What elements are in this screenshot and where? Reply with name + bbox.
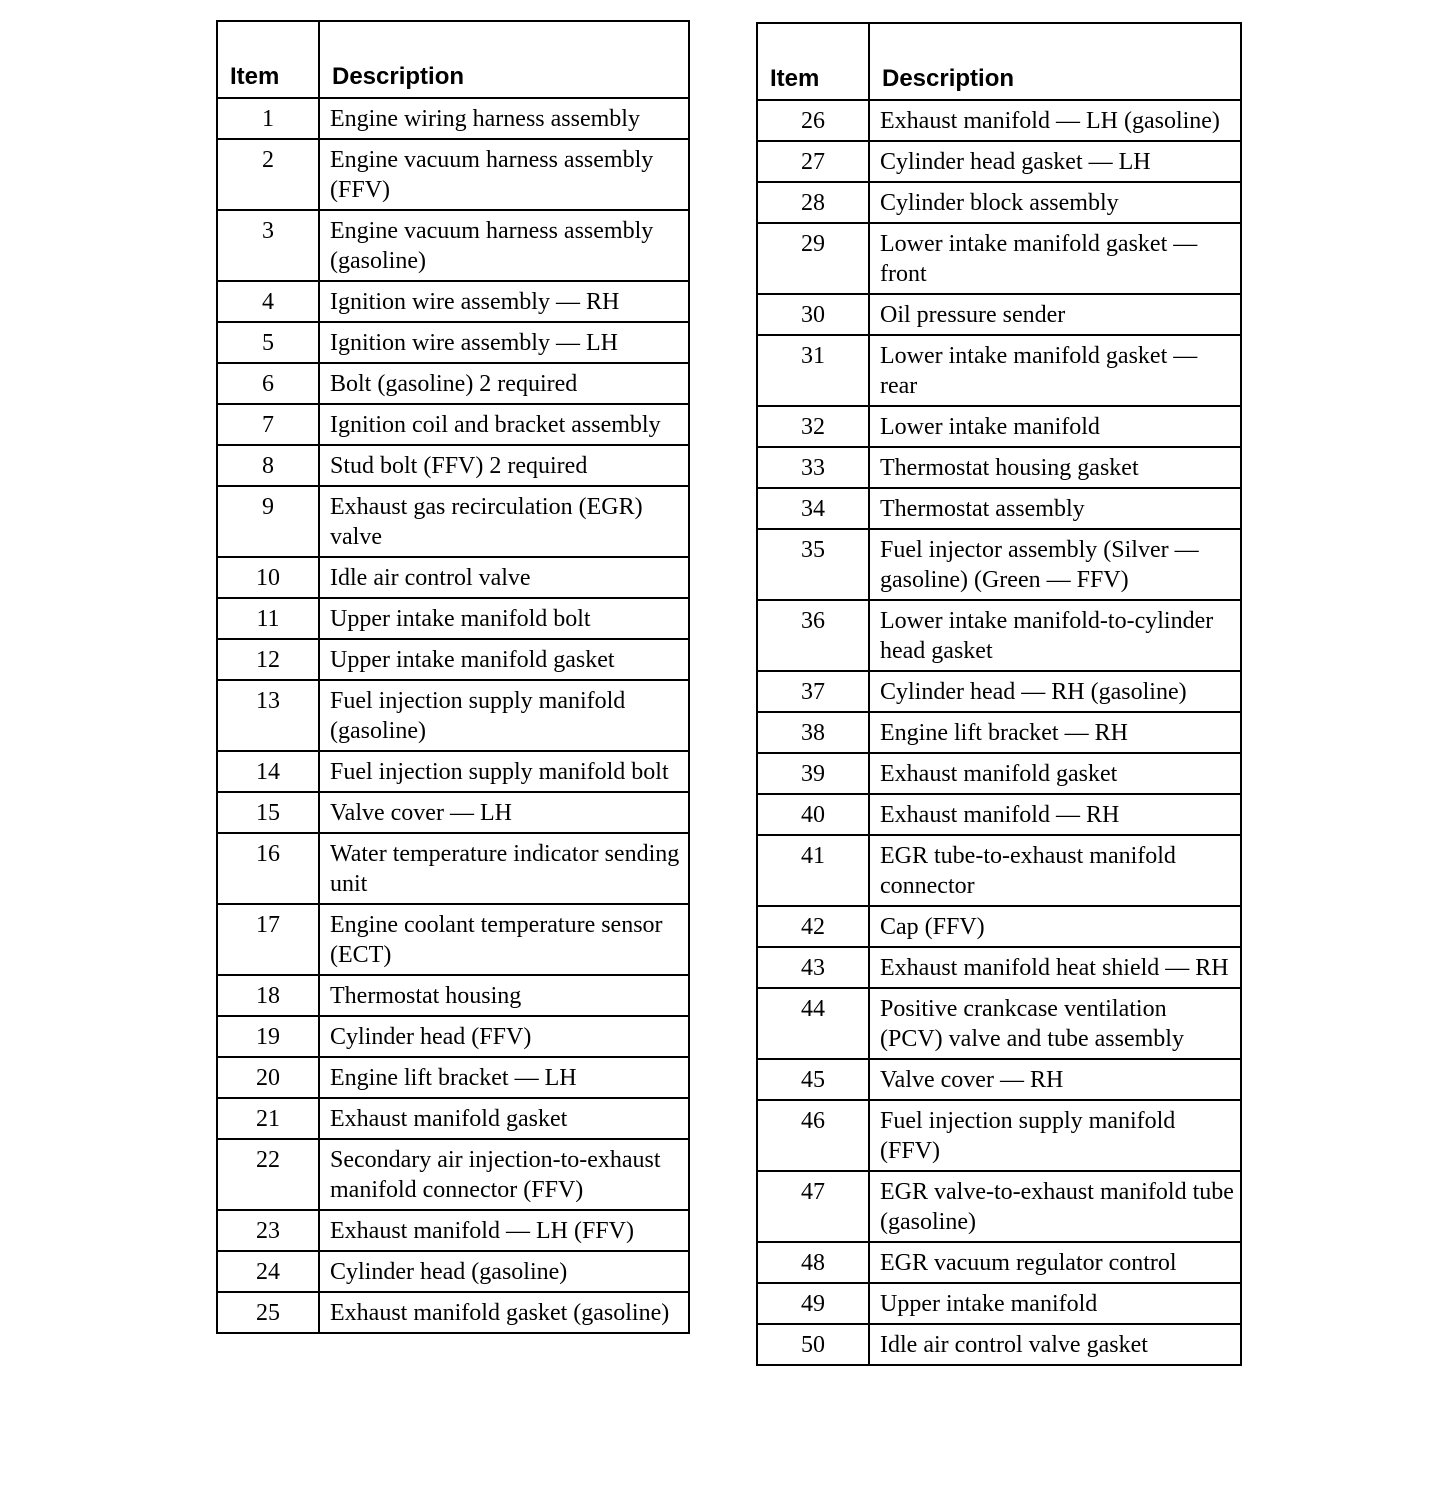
item-number: 30: [757, 294, 869, 335]
table-row: [217, 792, 689, 833]
item-number: 39: [757, 753, 869, 794]
item-description: Lower intake manifold-to-cylinder head gasket: [869, 600, 1241, 671]
item-number: 34: [757, 488, 869, 529]
table-row: [757, 1059, 1241, 1100]
table-row: [757, 488, 1241, 529]
table-row: [757, 1100, 1241, 1171]
table-row: [217, 98, 689, 139]
item-column-header: Item: [757, 23, 869, 100]
item-description: Lower intake manifold: [869, 406, 1241, 447]
item-number: 43: [757, 947, 869, 988]
table-row: [757, 1283, 1241, 1324]
item-number: 21: [217, 1098, 319, 1139]
item-number: 25: [217, 1292, 319, 1333]
item-description: Positive crankcase ventilation (PCV) valve and tube assembly: [869, 988, 1241, 1059]
item-description: Cylinder head — RH (gasoline): [869, 671, 1241, 712]
item-number: 28: [757, 182, 869, 223]
table-row: [217, 322, 689, 363]
item-number: 48: [757, 1242, 869, 1283]
item-number: 9: [217, 486, 319, 557]
item-number: 29: [757, 223, 869, 294]
item-number: 18: [217, 975, 319, 1016]
table-row: [217, 1210, 689, 1251]
item-description: Lower intake manifold gasket — rear: [869, 335, 1241, 406]
table-row: [217, 1251, 689, 1292]
table-row: [757, 447, 1241, 488]
item-number: 15: [217, 792, 319, 833]
item-number: 7: [217, 404, 319, 445]
item-description: Engine lift bracket — LH: [319, 1057, 689, 1098]
table-row: [757, 600, 1241, 671]
item-description: Upper intake manifold: [869, 1283, 1241, 1324]
item-number: 6: [217, 363, 319, 404]
item-description: Bolt (gasoline) 2 required: [319, 363, 689, 404]
item-description: Fuel injection supply manifold bolt: [319, 751, 689, 792]
table-row: [757, 141, 1241, 182]
item-number: 49: [757, 1283, 869, 1324]
parts-table-right: [756, 22, 1242, 1366]
item-description: Thermostat housing: [319, 975, 689, 1016]
table-row: [757, 223, 1241, 294]
item-description: Fuel injection supply manifold (gasoline): [319, 680, 689, 751]
item-description: Upper intake manifold gasket: [319, 639, 689, 680]
table-row: [757, 100, 1241, 141]
item-number: 46: [757, 1100, 869, 1171]
item-description: Oil pressure sender: [869, 294, 1241, 335]
item-number: 32: [757, 406, 869, 447]
description-column-header: Description: [319, 21, 689, 98]
table-row: [217, 1098, 689, 1139]
item-number: 2: [217, 139, 319, 210]
item-description: EGR tube-to-exhaust manifold connector: [869, 835, 1241, 906]
table-row: [757, 406, 1241, 447]
table-row: [757, 529, 1241, 600]
item-number: 24: [217, 1251, 319, 1292]
item-description: EGR valve-to-exhaust manifold tube (gasoline): [869, 1171, 1241, 1242]
item-description: Exhaust manifold — LH (gasoline): [869, 100, 1241, 141]
table-row: [757, 1242, 1241, 1283]
table-row: [217, 557, 689, 598]
item-number: 38: [757, 712, 869, 753]
item-description: Cylinder head (FFV): [319, 1016, 689, 1057]
table-row: [757, 753, 1241, 794]
item-description: Ignition wire assembly — RH: [319, 281, 689, 322]
item-number: 8: [217, 445, 319, 486]
item-description: Cylinder head gasket — LH: [869, 141, 1241, 182]
header-row: [217, 21, 689, 98]
table-row: [217, 904, 689, 975]
item-number: 27: [757, 141, 869, 182]
table-row: [217, 680, 689, 751]
item-description: Cap (FFV): [869, 906, 1241, 947]
item-number: 40: [757, 794, 869, 835]
item-number: 47: [757, 1171, 869, 1242]
item-number: 37: [757, 671, 869, 712]
table-row: [757, 712, 1241, 753]
item-number: 10: [217, 557, 319, 598]
item-description: Lower intake manifold gasket — front: [869, 223, 1241, 294]
table-row: [757, 335, 1241, 406]
table-row: [757, 1324, 1241, 1365]
item-description: Thermostat housing gasket: [869, 447, 1241, 488]
item-number: 23: [217, 1210, 319, 1251]
item-description: Fuel injector assembly (Silver — gasoline) (Green — FFV): [869, 529, 1241, 600]
item-number: 26: [757, 100, 869, 141]
item-description: Engine lift bracket — RH: [869, 712, 1241, 753]
item-number: 45: [757, 1059, 869, 1100]
table-row: [217, 486, 689, 557]
item-number: 35: [757, 529, 869, 600]
table-row: [217, 1292, 689, 1333]
table-row: [757, 906, 1241, 947]
table-row: [217, 639, 689, 680]
item-number: 14: [217, 751, 319, 792]
item-number: 5: [217, 322, 319, 363]
item-description: Exhaust manifold heat shield — RH: [869, 947, 1241, 988]
item-description: Thermostat assembly: [869, 488, 1241, 529]
item-column-header: Item: [217, 21, 319, 98]
item-description: Exhaust manifold — LH (FFV): [319, 1210, 689, 1251]
item-description: Secondary air injection-to-exhaust manifold connector (FFV): [319, 1139, 689, 1210]
description-column-header: Description: [869, 23, 1241, 100]
table-row: [217, 975, 689, 1016]
table-row: [217, 1057, 689, 1098]
item-description: Upper intake manifold bolt: [319, 598, 689, 639]
table-row: [217, 751, 689, 792]
item-number: 12: [217, 639, 319, 680]
item-description: Fuel injection supply manifold (FFV): [869, 1100, 1241, 1171]
item-description: Cylinder head (gasoline): [319, 1251, 689, 1292]
item-description: Idle air control valve gasket: [869, 1324, 1241, 1365]
item-description: Exhaust gas recirculation (EGR) valve: [319, 486, 689, 557]
item-description: Engine vacuum harness assembly (gasoline): [319, 210, 689, 281]
item-number: 19: [217, 1016, 319, 1057]
item-number: 31: [757, 335, 869, 406]
table-row: [757, 835, 1241, 906]
table-row: [217, 833, 689, 904]
item-number: 3: [217, 210, 319, 281]
table-row: [757, 294, 1241, 335]
item-number: 50: [757, 1324, 869, 1365]
table-row: [217, 1016, 689, 1057]
item-description: Ignition coil and bracket assembly: [319, 404, 689, 445]
item-description: Valve cover — LH: [319, 792, 689, 833]
item-number: 4: [217, 281, 319, 322]
item-description: Ignition wire assembly — LH: [319, 322, 689, 363]
item-number: 42: [757, 906, 869, 947]
table-row: [217, 281, 689, 322]
parts-table-left: [216, 20, 690, 1334]
item-description: Stud bolt (FFV) 2 required: [319, 445, 689, 486]
table-row: [217, 1139, 689, 1210]
item-number: 17: [217, 904, 319, 975]
table-row: [757, 947, 1241, 988]
item-description: Exhaust manifold — RH: [869, 794, 1241, 835]
table-row: [217, 404, 689, 445]
item-description: Valve cover — RH: [869, 1059, 1241, 1100]
table-row: [757, 794, 1241, 835]
table-row: [217, 139, 689, 210]
table-row: [757, 182, 1241, 223]
table-row: [757, 988, 1241, 1059]
table-row: [757, 1171, 1241, 1242]
table-row: [217, 598, 689, 639]
item-number: 36: [757, 600, 869, 671]
item-number: 13: [217, 680, 319, 751]
item-number: 20: [217, 1057, 319, 1098]
item-number: 41: [757, 835, 869, 906]
item-description: Idle air control valve: [319, 557, 689, 598]
item-description: Exhaust manifold gasket: [319, 1098, 689, 1139]
item-number: 33: [757, 447, 869, 488]
item-description: EGR vacuum regulator control: [869, 1242, 1241, 1283]
item-description: Engine wiring harness assembly: [319, 98, 689, 139]
item-number: 22: [217, 1139, 319, 1210]
item-description: Engine coolant temperature sensor (ECT): [319, 904, 689, 975]
table-row: [217, 445, 689, 486]
item-description: Cylinder block assembly: [869, 182, 1241, 223]
item-description: Exhaust manifold gasket: [869, 753, 1241, 794]
table-row: [217, 210, 689, 281]
item-description: Engine vacuum harness assembly (FFV): [319, 139, 689, 210]
table-row: [757, 671, 1241, 712]
item-description: Exhaust manifold gasket (gasoline): [319, 1292, 689, 1333]
item-number: 44: [757, 988, 869, 1059]
header-row: [757, 23, 1241, 100]
item-description: Water temperature indicator sending unit: [319, 833, 689, 904]
item-number: 16: [217, 833, 319, 904]
item-number: 11: [217, 598, 319, 639]
item-number: 1: [217, 98, 319, 139]
table-row: [217, 363, 689, 404]
